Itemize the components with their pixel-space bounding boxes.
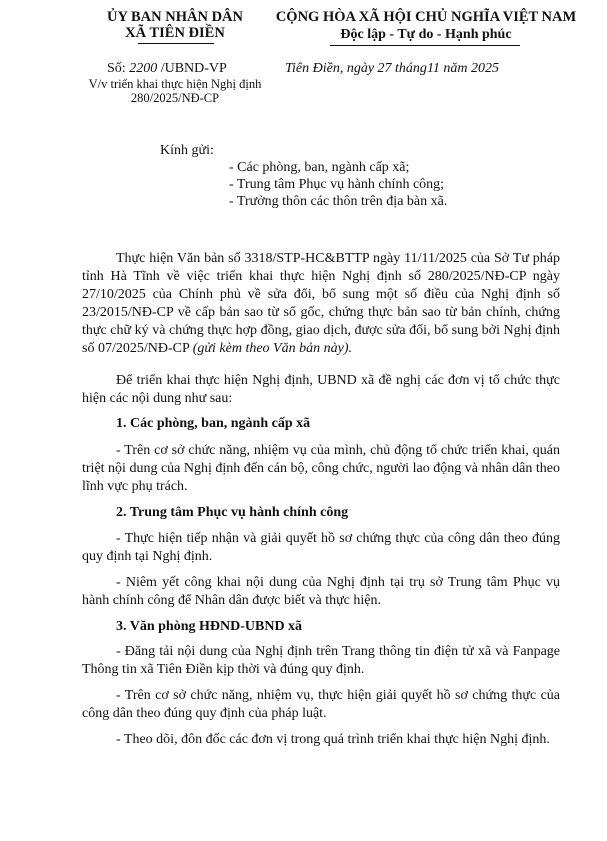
date-year: năm 2025 (443, 61, 500, 76)
document-number (107, 61, 227, 77)
date-month: 11 (426, 61, 440, 76)
section-3-title: 3. Văn phòng HĐND-UBND xã (116, 619, 303, 634)
date-day: 27 tháng (377, 61, 427, 76)
lead-paragraph: Để triển khai thực hiện Nghị định, UBND xã đề nghị các đơn vị tổ chức thực hiện các nội dung như sau: (82, 373, 560, 406)
section-3-paragraph: - Đăng tải nội dung của Nghị định trên Trang thông tin điện tử xã và Fanpage Thông tin xã Tiên Điền kịp thời và đúng quy định. (82, 644, 560, 677)
recipient-item: - Trung tâm Phục vụ hành chính công; (229, 177, 445, 192)
doc-number-value: 2200 (129, 61, 158, 76)
recipient-item: - Trưởng thôn các thôn trên địa bàn xã. (229, 194, 448, 209)
intro-paragraph (82, 250, 560, 358)
intro-text: Thực hiện Văn bản số 3318/STP-HC&BTTP ngày 11/11/2025 của Sở Tư pháp tỉnh Hà Tĩnh về việc triển khai thực hiện Nghị định số 280/2025/NĐ-CP ngày 27/10/2025 của Chính phủ về sửa đổi, bổ sung một số điều của Nghị định số 23/2015/NĐ-CP về cấp bản sao từ sổ gốc, chứng thực bản sao từ bản chính, chứng thực chữ ký và chứng thực hợp đồng, giao dịch, được sửa đổi, bổ sung bởi Nghị định số 07/2025/NĐ-CP (82, 251, 560, 356)
national-motto: Độc lập - Tự do - Hạnh phúc (340, 27, 512, 42)
motto-divider (330, 45, 520, 46)
org-divider (138, 43, 214, 44)
section-2-paragraph: - Niêm yết công khai nội dung của Nghị định tại trụ sở Trung tâm Phục vụ hành chính công để Nhân dân được biết và thực hiện. (82, 575, 560, 608)
section-2-paragraph: - Thực hiện tiếp nhận và giải quyết hồ sơ chứng thực của công dân theo đúng quy định tại Nghị định. (82, 531, 560, 564)
recipients-greeting: Kính gửi: (160, 143, 214, 158)
section-1-title: 1. Các phòng, ban, ngành cấp xã (116, 416, 311, 431)
doc-number-prefix: Số: (107, 61, 126, 76)
place-date-prefix: Tiên Điền, ngày (285, 61, 375, 76)
recipient-item: - Các phòng, ban, ngành cấp xã; (229, 160, 410, 175)
place-and-date (285, 61, 585, 77)
issuing-unit: XÃ TIÊN ĐIỀN (125, 25, 225, 41)
issuing-authority: ỦY BAN NHÂN DÂN (106, 9, 243, 25)
document-summary: V/v triển khai thực hiện Nghị định 280/2025/NĐ-CP (88, 77, 262, 105)
national-title: CỘNG HÒA XÃ HỘI CHỦ NGHĨA VIỆT NAM (275, 9, 577, 25)
section-2-title: 2. Trung tâm Phục vụ hành chính công (116, 505, 349, 520)
doc-number-suffix: /UBND-VP (160, 61, 227, 76)
section-1-paragraph: - Trên cơ sở chức năng, nhiệm vụ của mình, chủ động tổ chức triển khai, quán triệt nội dung của Nghị định đến cán bộ, công chức, người lao động và nhân dân theo lĩnh vực phụ trách. (82, 443, 560, 494)
section-3-paragraph: - Theo dõi, đôn đốc các đơn vị trong quá trình triển khai thực hiện Nghị định. (116, 732, 550, 747)
section-3-paragraph: - Trên cơ sở chức năng, nhiệm vụ, thực hiện giải quyết hồ sơ chứng thực của công dân theo đúng quy định của pháp luật. (82, 688, 560, 721)
intro-attachment-note: (gửi kèm theo Văn bản này). (192, 341, 352, 356)
